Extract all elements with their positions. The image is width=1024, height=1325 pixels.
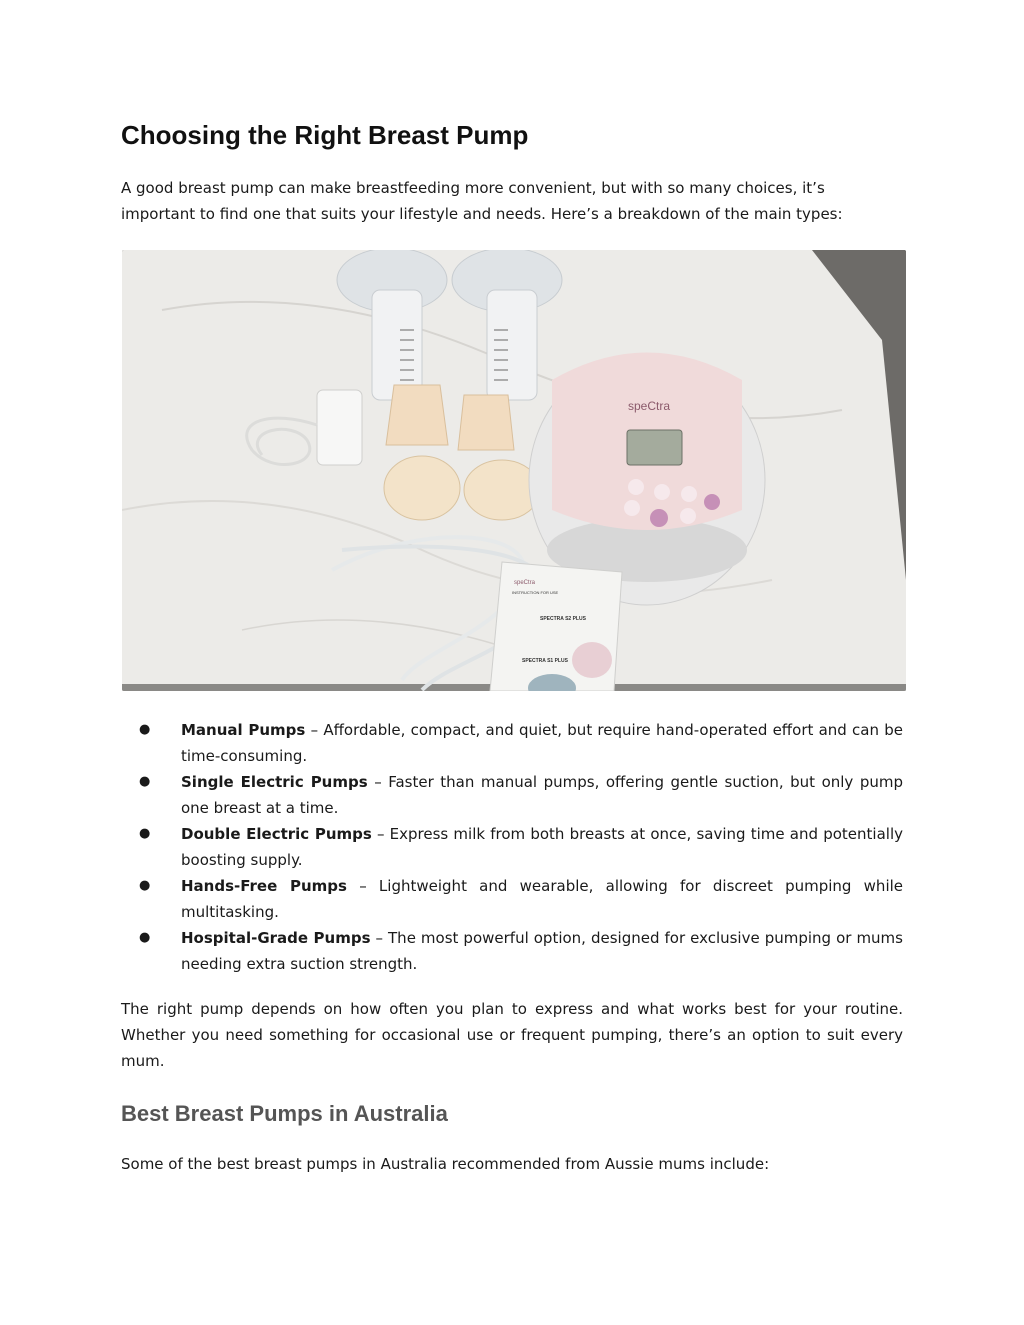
breast-pump-photo [122, 250, 906, 691]
bullet-icon: ● [139, 722, 151, 737]
svg-text:speCtra: speCtra [514, 580, 536, 586]
svg-text:INSTRUCTION FOR USE: INSTRUCTION FOR USE [512, 590, 559, 595]
pump-type-name: Double Electric Pumps [181, 825, 372, 843]
list-item [121, 821, 903, 873]
pump-type-description: – The most powerful option, designed for exclusive pumping or mums needing extra suction strength. [181, 929, 903, 973]
svg-text:SPECTRA S1 PLUS: SPECTRA S1 PLUS [522, 658, 568, 664]
page-title: Choosing the Right Breast Pump [121, 120, 529, 150]
list-item [121, 873, 903, 925]
bullet-icon: ● [139, 774, 151, 789]
pump-types-list [121, 717, 903, 977]
pump-type-description: – Lightweight and wearable, allowing for discreet pumping while multitasking. [181, 877, 904, 921]
list-item [121, 925, 903, 977]
pump-brand-label: speCtra [627, 399, 671, 413]
pump-type-description: – Affordable, compact, and quiet, but require hand-operated effort and can be time-consuming. [181, 721, 903, 765]
pump-type-name: Hospital-Grade Pumps [181, 929, 371, 947]
closing-paragraph: Some of the best breast pumps in Australia recommended from Aussie mums include: [121, 1155, 770, 1173]
list-item [121, 717, 903, 769]
bullet-icon: ● [139, 930, 151, 945]
pump-type-description: – Faster than manual pumps, offering gentle suction, but only pump one breast at a time. [181, 773, 903, 817]
pump-type-name: Manual Pumps [181, 721, 306, 739]
svg-text:SPECTRA S2 PLUS: SPECTRA S2 PLUS [540, 616, 586, 622]
intro-paragraph: A good breast pump can make breastfeeding more convenient, but with so many choices, it’s important to find one that suits your lifestyle and needs. Here’s a breakdown of the main types: [121, 179, 843, 223]
pump-type-name: Single Electric Pumps [181, 773, 368, 791]
section-heading: Best Breast Pumps in Australia [121, 1101, 448, 1126]
pump-type-name: Hands-Free Pumps [181, 877, 347, 895]
bullet-icon: ● [139, 878, 151, 893]
instruction-manual [490, 562, 622, 691]
bullet-icon: ● [139, 826, 151, 841]
list-item [121, 769, 903, 821]
summary-paragraph: The right pump depends on how often you plan to express and what works best for your routine. Whether you need something for occasional use or frequent pumping, there’s an option to suit every mum. [121, 1000, 903, 1070]
pump-type-description: – Express milk from both breasts at once, saving time and potentially boosting supply. [181, 825, 903, 869]
